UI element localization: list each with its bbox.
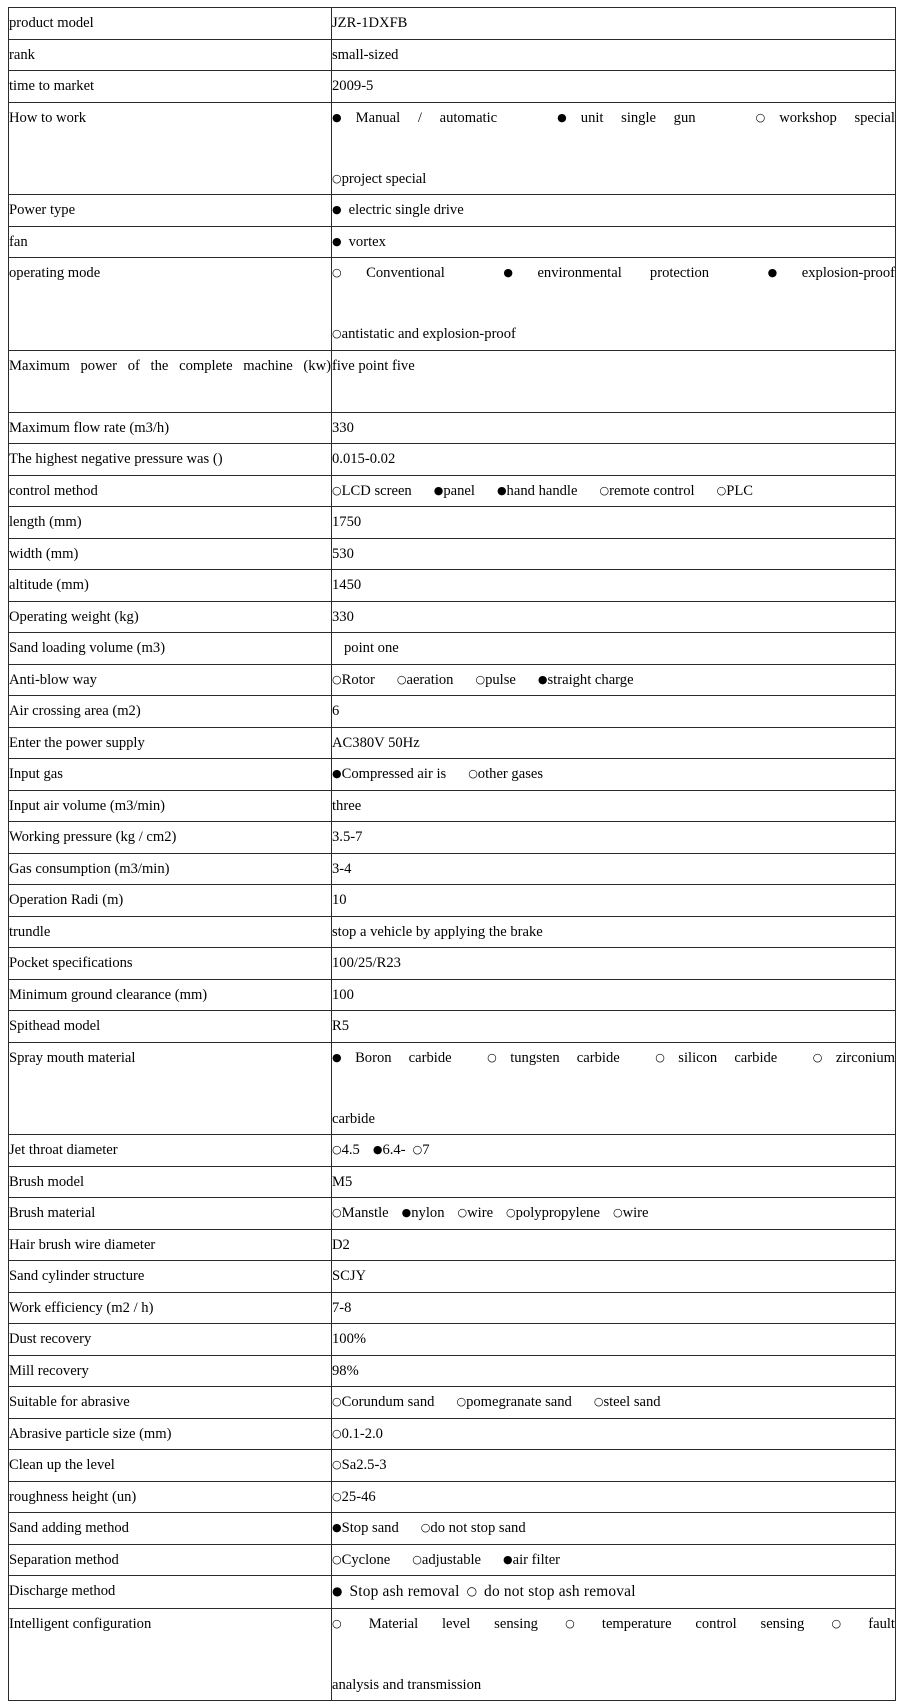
row-label: Mill recovery xyxy=(9,1355,332,1387)
option-label: steel sand xyxy=(603,1394,661,1410)
hollow-radio-icon[interactable] xyxy=(332,1206,342,1219)
filled-radio-icon[interactable] xyxy=(332,1051,355,1064)
row-value: 6 xyxy=(332,696,896,728)
row-label: Abrasive particle size (mm) xyxy=(9,1418,332,1450)
row-label: altitude (mm) xyxy=(9,570,332,602)
table-row xyxy=(9,195,896,227)
table-row xyxy=(9,1011,896,1043)
option-label: tungsten carbide xyxy=(510,1049,620,1066)
table-row xyxy=(9,71,896,103)
option-line xyxy=(332,1609,895,1670)
row-value: M5 xyxy=(332,1166,896,1198)
table-row xyxy=(9,1418,896,1450)
option-label: wire xyxy=(467,1205,494,1221)
table-row xyxy=(9,948,896,980)
table-row xyxy=(9,39,896,71)
hollow-radio-icon[interactable] xyxy=(332,172,342,185)
table-row xyxy=(9,412,896,444)
table-row xyxy=(9,1135,896,1167)
filled-radio-icon[interactable] xyxy=(543,111,581,124)
hollow-radio-icon[interactable] xyxy=(332,266,366,279)
option-label: workshop special xyxy=(779,109,895,126)
table-row xyxy=(9,1292,896,1324)
row-label: Minimum ground clearance (mm) xyxy=(9,979,332,1011)
row-label: Power type xyxy=(9,195,332,227)
option-label: aeration xyxy=(406,671,454,688)
specification-table xyxy=(8,7,896,1701)
hollow-radio-icon[interactable] xyxy=(332,1458,342,1471)
row-value xyxy=(332,195,896,227)
row-label: How to work xyxy=(9,102,332,195)
table-row xyxy=(9,696,896,728)
table-row xyxy=(9,664,896,696)
row-label: The highest negative pressure was () xyxy=(9,444,332,476)
row-label: Air crossing area (m2) xyxy=(9,696,332,728)
row-value: three xyxy=(332,790,896,822)
table-row xyxy=(9,1481,896,1513)
filled-radio-icon[interactable] xyxy=(332,111,356,124)
row-value: 98% xyxy=(332,1355,896,1387)
row-value xyxy=(332,1450,896,1482)
table-row xyxy=(9,475,896,507)
option-label: temperature control sensing xyxy=(601,1615,805,1632)
option-label: Manstle xyxy=(341,1205,389,1221)
row-value: AC380V 50Hz xyxy=(332,727,896,759)
table-row xyxy=(9,853,896,885)
filled-radio-icon[interactable] xyxy=(434,484,444,497)
row-label xyxy=(9,350,332,412)
option-label: Stop sand xyxy=(341,1520,399,1536)
hollow-radio-icon[interactable] xyxy=(474,1051,511,1064)
hollow-radio-icon[interactable] xyxy=(506,1206,516,1219)
hollow-radio-icon[interactable] xyxy=(799,1051,836,1064)
row-value: 2009-5 xyxy=(332,71,896,103)
row-value xyxy=(332,759,896,791)
option-label: Boron carbide xyxy=(355,1049,452,1066)
row-value xyxy=(332,226,896,258)
table-row xyxy=(9,444,896,476)
table-body xyxy=(9,8,896,1701)
filled-radio-icon[interactable] xyxy=(479,266,538,279)
row-value: D2 xyxy=(332,1229,896,1261)
row-label: Dust recovery xyxy=(9,1324,332,1356)
row-value: 3-4 xyxy=(332,853,896,885)
option-label: Corundum sand xyxy=(341,1394,435,1410)
hollow-radio-icon[interactable] xyxy=(458,1206,468,1219)
row-label-text: Maximum power of the complete machine (kw) xyxy=(9,357,331,374)
hollow-radio-icon[interactable] xyxy=(468,767,478,780)
option-label: other gases xyxy=(477,766,544,782)
row-value xyxy=(332,1513,896,1545)
option-label: hand handle xyxy=(506,482,578,499)
row-value: stop a vehicle by applying the brake xyxy=(332,916,896,948)
hollow-radio-icon[interactable] xyxy=(456,1395,466,1408)
option-label: unit single gun xyxy=(580,109,696,126)
table-row xyxy=(9,822,896,854)
option-label: air filter xyxy=(512,1551,561,1568)
row-label: Gas consumption (m3/min) xyxy=(9,853,332,885)
option-label: PLC xyxy=(726,482,753,499)
row-label: Spray mouth material xyxy=(9,1042,332,1135)
row-value: 7-8 xyxy=(332,1292,896,1324)
row-value xyxy=(332,1387,896,1419)
hollow-radio-icon[interactable] xyxy=(475,673,485,686)
row-label: roughness height (un) xyxy=(9,1481,332,1513)
option-label: Material level sensing xyxy=(368,1615,538,1632)
row-value xyxy=(332,1135,896,1167)
table-row xyxy=(9,1513,896,1545)
row-value xyxy=(332,1576,896,1609)
option-label: polypropylene xyxy=(515,1205,600,1221)
filled-radio-icon[interactable] xyxy=(332,203,342,216)
hollow-radio-icon[interactable] xyxy=(811,1617,861,1630)
option-line xyxy=(332,164,895,195)
option-label: 7 xyxy=(422,1142,430,1158)
option-label: straight charge xyxy=(547,671,634,688)
row-label: rank xyxy=(9,39,332,71)
option-line xyxy=(332,258,895,319)
row-label: product model xyxy=(9,8,332,40)
row-value xyxy=(332,1198,896,1230)
row-value: SCJY xyxy=(332,1261,896,1293)
option-label: zirconium xyxy=(835,1049,896,1066)
hollow-radio-icon[interactable] xyxy=(332,484,342,497)
table-row xyxy=(9,885,896,917)
filled-radio-icon[interactable] xyxy=(503,1553,513,1566)
hollow-radio-icon[interactable] xyxy=(332,1490,342,1503)
row-label: width (mm) xyxy=(9,538,332,570)
option-label: Manual / automatic xyxy=(355,109,498,126)
hollow-radio-icon[interactable] xyxy=(332,1617,362,1630)
row-label: Brush material xyxy=(9,1198,332,1230)
row-value: R5 xyxy=(332,1011,896,1043)
row-label: Separation method xyxy=(9,1544,332,1576)
option-label: antistatic and explosion-proof xyxy=(341,326,516,342)
option-line xyxy=(332,1104,895,1135)
option-label: Cyclone xyxy=(341,1551,391,1568)
row-label: Pocket specifications xyxy=(9,948,332,980)
row-label: Brush model xyxy=(9,1166,332,1198)
hollow-radio-icon[interactable] xyxy=(332,327,342,340)
option-label: environmental protection xyxy=(537,265,710,281)
row-label: time to market xyxy=(9,71,332,103)
hollow-radio-icon[interactable] xyxy=(599,484,609,497)
row-label: Operation Radi (m) xyxy=(9,885,332,917)
table-row xyxy=(9,258,896,351)
option-label: Stop ash removal xyxy=(349,1583,460,1600)
row-value xyxy=(332,1042,896,1135)
table-row xyxy=(9,1042,896,1135)
row-value: 100/25/R23 xyxy=(332,948,896,980)
option-label: 25-46 xyxy=(341,1488,376,1505)
table-row xyxy=(9,1324,896,1356)
filled-radio-icon[interactable] xyxy=(332,1584,342,1598)
row-value xyxy=(332,102,896,195)
row-value: five point five xyxy=(332,350,896,412)
row-label: Operating weight (kg) xyxy=(9,601,332,633)
option-label-continuation: carbide xyxy=(332,1110,375,1127)
table-row xyxy=(9,1450,896,1482)
table-row xyxy=(9,8,896,40)
row-label: Input air volume (m3/min) xyxy=(9,790,332,822)
row-label: trundle xyxy=(9,916,332,948)
option-label: wire xyxy=(622,1205,649,1221)
row-value: 1750 xyxy=(332,507,896,539)
option-label-continuation: analysis and transmission xyxy=(332,1676,482,1693)
table-row xyxy=(9,1544,896,1576)
row-label: Jet throat diameter xyxy=(9,1135,332,1167)
row-value xyxy=(332,475,896,507)
option-line xyxy=(332,1043,895,1104)
row-value: 0.015-0.02 xyxy=(332,444,896,476)
filled-radio-icon[interactable] xyxy=(332,235,342,248)
option-label: nylon xyxy=(411,1205,445,1221)
option-label: LCD screen xyxy=(341,482,412,499)
row-label: Suitable for abrasive xyxy=(9,1387,332,1419)
row-value xyxy=(332,1608,896,1701)
row-label: Sand loading volume (m3) xyxy=(9,633,332,665)
row-label: Work efficiency (m2 / h) xyxy=(9,1292,332,1324)
table-row xyxy=(9,1261,896,1293)
hollow-radio-icon[interactable] xyxy=(717,484,727,497)
hollow-radio-icon[interactable] xyxy=(545,1617,595,1630)
row-label: length (mm) xyxy=(9,507,332,539)
row-label: control method xyxy=(9,475,332,507)
row-value: 1450 xyxy=(332,570,896,602)
table-row xyxy=(9,1576,896,1609)
option-label: do not stop ash removal xyxy=(484,1583,636,1600)
row-value xyxy=(332,633,896,665)
row-label: Spithead model xyxy=(9,1011,332,1043)
hollow-radio-icon[interactable] xyxy=(742,111,780,124)
hollow-radio-icon[interactable] xyxy=(332,1427,342,1440)
table-row xyxy=(9,102,896,195)
table-row xyxy=(9,570,896,602)
row-label: Intelligent configuration xyxy=(9,1608,332,1701)
option-label: remote control xyxy=(609,482,695,499)
row-value: 530 xyxy=(332,538,896,570)
option-label: 4.5 xyxy=(341,1142,360,1158)
row-value xyxy=(332,1481,896,1513)
row-value: 10 xyxy=(332,885,896,917)
hollow-radio-icon[interactable] xyxy=(412,1553,422,1566)
option-line xyxy=(332,1670,895,1701)
filled-radio-icon[interactable] xyxy=(332,1521,342,1534)
row-value: 330 xyxy=(332,601,896,633)
hollow-radio-icon[interactable] xyxy=(613,1206,623,1219)
spec-sheet xyxy=(8,7,895,1701)
row-label: Sand cylinder structure xyxy=(9,1261,332,1293)
filled-radio-icon[interactable] xyxy=(538,673,548,686)
row-value: small-sized xyxy=(332,39,896,71)
row-value: 100 xyxy=(332,979,896,1011)
option-label: 0.1-2.0 xyxy=(341,1425,383,1442)
table-row xyxy=(9,226,896,258)
hollow-radio-icon[interactable] xyxy=(594,1395,604,1408)
option-line xyxy=(332,319,895,350)
row-value: 3.5-7 xyxy=(332,822,896,854)
option-line xyxy=(332,103,895,164)
option-label: silicon carbide xyxy=(678,1049,778,1066)
option-label: Compressed air is xyxy=(341,766,447,782)
row-label: Hair brush wire diameter xyxy=(9,1229,332,1261)
row-label: Discharge method xyxy=(9,1576,332,1609)
hollow-radio-icon[interactable] xyxy=(332,673,342,686)
row-value xyxy=(332,664,896,696)
option-label: panel xyxy=(443,482,475,499)
option-label: pomegranate sand xyxy=(466,1394,572,1410)
row-label: Sand adding method xyxy=(9,1513,332,1545)
row-label: Clean up the level xyxy=(9,1450,332,1482)
row-value xyxy=(332,258,896,351)
row-value: JZR-1DXFB xyxy=(332,8,896,40)
filled-radio-icon[interactable] xyxy=(332,767,342,780)
row-value: 100% xyxy=(332,1324,896,1356)
hollow-radio-icon[interactable] xyxy=(413,1143,423,1156)
table-row xyxy=(9,790,896,822)
table-row xyxy=(9,538,896,570)
option-label: pulse xyxy=(485,671,516,688)
row-value-text: point one xyxy=(344,640,399,656)
table-row xyxy=(9,507,896,539)
option-label: project special xyxy=(341,170,427,187)
row-label: fan xyxy=(9,226,332,258)
row-label: Maximum flow rate (m3/h) xyxy=(9,412,332,444)
option-label: explosion-proof xyxy=(801,265,895,281)
table-row xyxy=(9,1387,896,1419)
row-label: Anti-blow way xyxy=(9,664,332,696)
option-label: electric single drive xyxy=(348,202,464,218)
row-value xyxy=(332,1544,896,1576)
row-label: Enter the power supply xyxy=(9,727,332,759)
option-label: adjustable xyxy=(421,1551,482,1568)
table-row xyxy=(9,979,896,1011)
table-row xyxy=(9,633,896,665)
hollow-radio-icon[interactable] xyxy=(332,1553,342,1566)
table-row xyxy=(9,916,896,948)
table-row xyxy=(9,1166,896,1198)
table-row xyxy=(9,350,896,412)
option-label: vortex xyxy=(348,233,386,250)
option-label: fault xyxy=(868,1615,895,1632)
filled-radio-icon[interactable] xyxy=(497,484,507,497)
filled-radio-icon[interactable] xyxy=(402,1206,412,1219)
hollow-radio-icon[interactable] xyxy=(642,1051,679,1064)
option-label: do not stop sand xyxy=(430,1520,526,1536)
option-label: 6.4- xyxy=(382,1142,406,1158)
table-row xyxy=(9,1355,896,1387)
option-label: Rotor xyxy=(341,671,375,688)
hollow-radio-icon[interactable] xyxy=(467,1584,477,1598)
table-row xyxy=(9,1229,896,1261)
option-label: Conventional xyxy=(366,265,445,281)
hollow-radio-icon[interactable] xyxy=(332,1143,342,1156)
filled-radio-icon[interactable] xyxy=(743,266,802,279)
row-label: Working pressure (kg / cm2) xyxy=(9,822,332,854)
hollow-radio-icon[interactable] xyxy=(421,1521,431,1534)
table-row xyxy=(9,1608,896,1701)
row-label: operating mode xyxy=(9,258,332,351)
row-label: Input gas xyxy=(9,759,332,791)
hollow-radio-icon[interactable] xyxy=(332,1395,342,1408)
table-row xyxy=(9,1198,896,1230)
option-label: Sa2.5-3 xyxy=(341,1457,387,1473)
table-row xyxy=(9,601,896,633)
table-row xyxy=(9,759,896,791)
row-value xyxy=(332,1418,896,1450)
table-row xyxy=(9,727,896,759)
row-value: 330 xyxy=(332,412,896,444)
